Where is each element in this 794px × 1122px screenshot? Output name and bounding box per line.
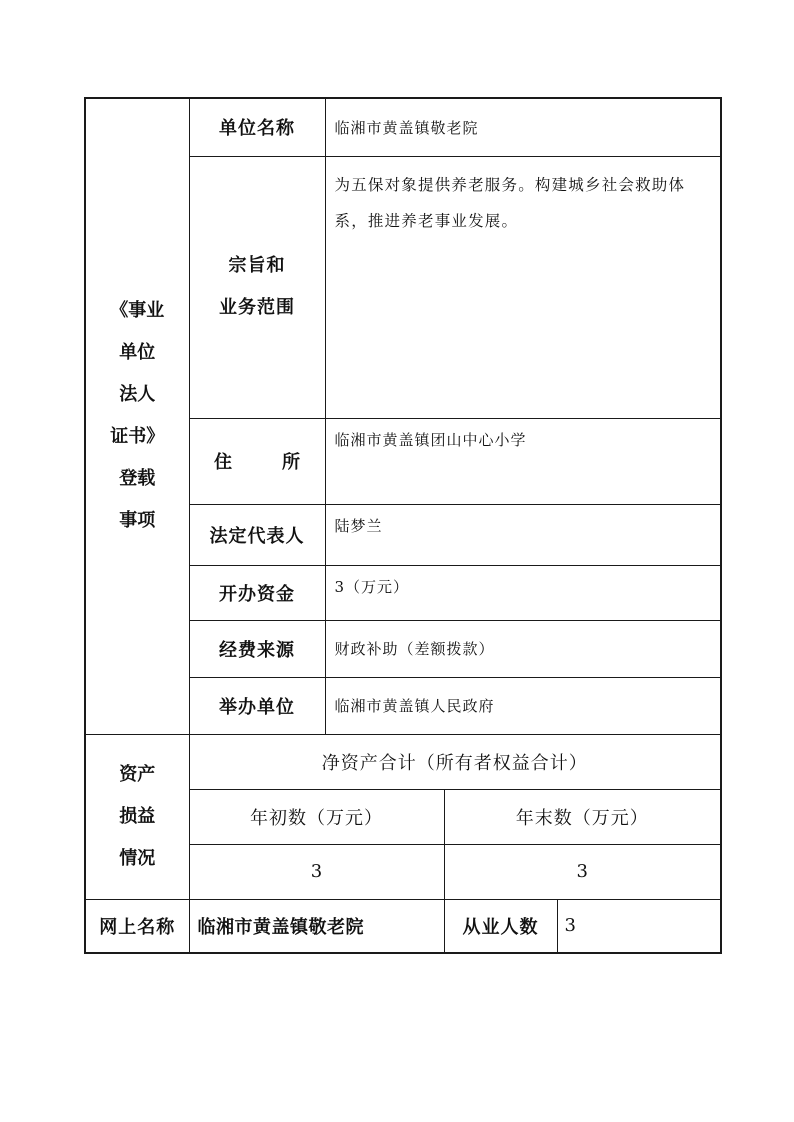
web-name-label: 网上名称 — [85, 899, 189, 953]
purpose-label — [189, 156, 325, 418]
registration-section-label — [85, 98, 189, 734]
registration-form-table — [84, 97, 722, 954]
sponsor-label: 举办单位 — [189, 677, 325, 734]
staff-count-label: 从业人数 — [444, 899, 557, 953]
address-label-left: 住 — [214, 452, 232, 473]
funding-value: 财政补助（差额拨款） — [325, 620, 721, 677]
address-value: 临湘市黄盖镇团山中心小学 — [325, 418, 721, 504]
begin-year-header: 年初数（万元） — [189, 789, 444, 844]
begin-year-value: 3 — [189, 844, 444, 899]
purpose-value: 为五保对象提供养老服务。构建城乡社会救助体系，推进养老事业发展。 — [325, 156, 721, 418]
unit-name-value: 临湘市黄盖镇敬老院 — [325, 98, 721, 156]
assets-label-line: 资产 — [119, 763, 156, 785]
address-label — [189, 418, 325, 504]
funding-label: 经费来源 — [189, 620, 325, 677]
purpose-label-line: 宗旨和 — [228, 255, 286, 276]
section-label-line: 事项 — [119, 510, 156, 532]
assets-section-label — [85, 734, 189, 899]
section-label-line: 法人 — [119, 384, 156, 406]
sponsor-value: 临湘市黄盖镇人民政府 — [325, 677, 721, 734]
web-name-value: 临湘市黄盖镇敬老院 — [189, 899, 444, 953]
section-label-line: 登载 — [119, 468, 156, 490]
capital-label: 开办资金 — [189, 565, 325, 620]
end-year-header: 年末数（万元） — [444, 789, 721, 844]
legal-rep-label: 法定代表人 — [189, 504, 325, 565]
net-assets-header: 净资产合计（所有者权益合计） — [189, 734, 721, 789]
section-label-line: 证书》 — [110, 426, 165, 448]
staff-count-value: 3 — [557, 899, 721, 953]
capital-value: 3（万元） — [325, 565, 721, 620]
section-label-line: 单位 — [119, 342, 156, 364]
end-year-value: 3 — [444, 844, 721, 899]
section-label-line: 《事业 — [110, 300, 165, 322]
unit-name-label: 单位名称 — [189, 98, 325, 156]
legal-rep-value: 陆梦兰 — [325, 504, 721, 565]
purpose-label-line: 业务范围 — [219, 297, 295, 318]
address-label-right: 所 — [282, 452, 300, 473]
assets-label-line: 损益 — [119, 805, 156, 827]
assets-label-line: 情况 — [119, 847, 156, 869]
